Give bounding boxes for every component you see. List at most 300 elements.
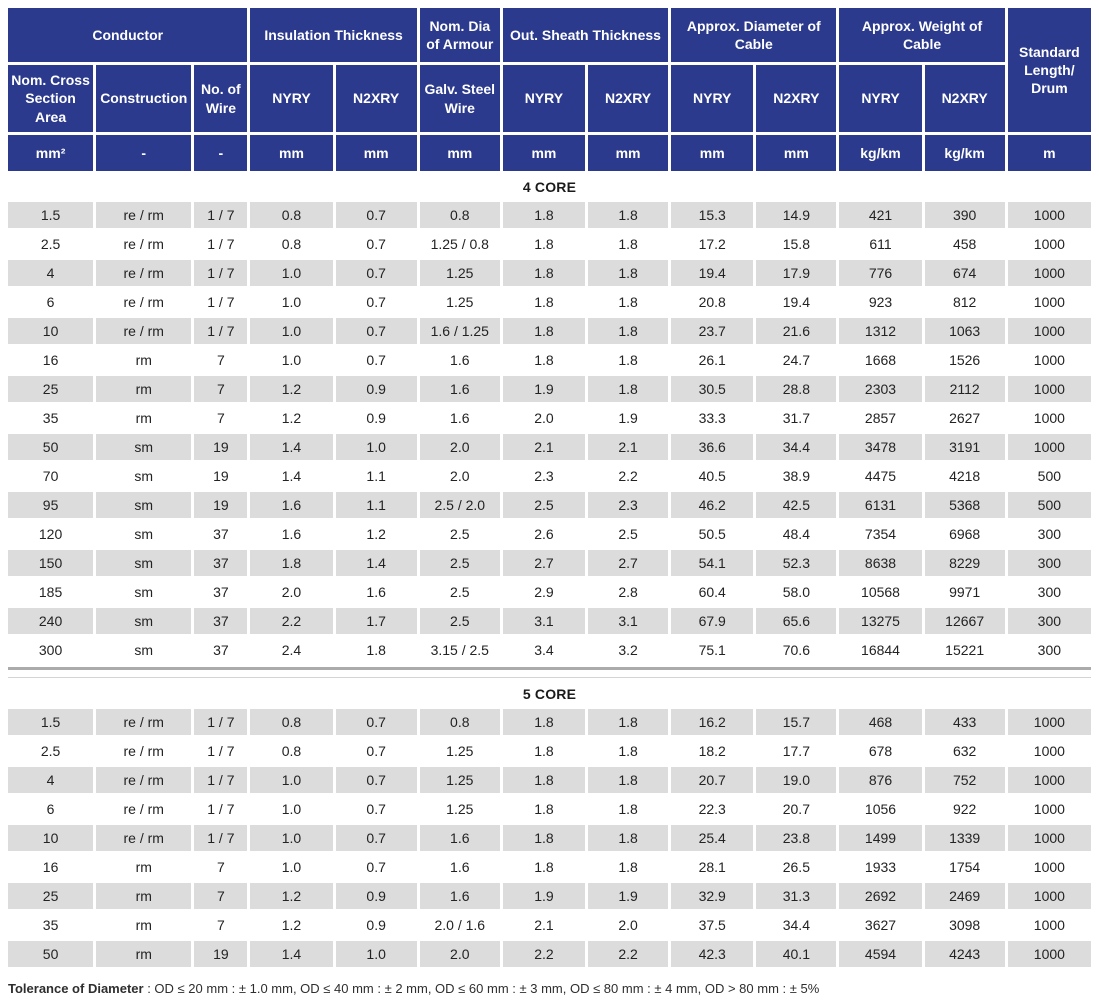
- section-divider: [8, 666, 1091, 678]
- cell: 1.6: [420, 405, 500, 431]
- header-group: Standard Length/ Drum: [1008, 8, 1091, 132]
- cell: rm: [96, 912, 191, 938]
- cell: 150: [8, 550, 93, 576]
- cell: 2.1: [588, 434, 668, 460]
- header-subcolumn: NYRY: [503, 65, 585, 132]
- cell: 1.9: [588, 883, 668, 909]
- table-row: [8, 912, 1091, 938]
- cell: 1.8: [503, 289, 585, 315]
- cell: 2.5 / 2.0: [420, 492, 500, 518]
- cell: 32.9: [671, 883, 753, 909]
- table-row: [8, 434, 1091, 460]
- cell: 2.5: [8, 738, 93, 764]
- cell: 1.6: [420, 347, 500, 373]
- cell: 300: [1008, 637, 1091, 663]
- cell: 1 / 7: [194, 289, 247, 315]
- cell: 0.7: [336, 202, 417, 228]
- cell: re / rm: [96, 709, 191, 735]
- cell: 1000: [1008, 347, 1091, 373]
- cell: 52.3: [756, 550, 836, 576]
- cell: 876: [839, 767, 921, 793]
- cell: 1.8: [503, 202, 585, 228]
- cell: 1000: [1008, 825, 1091, 851]
- cell: 1.6: [336, 579, 417, 605]
- cell: 1.8: [588, 796, 668, 822]
- cell: 12667: [925, 608, 1005, 634]
- cell: 1.9: [503, 376, 585, 402]
- cell: 776: [839, 260, 921, 286]
- cell: 8229: [925, 550, 1005, 576]
- cell: 35: [8, 912, 93, 938]
- cell: 0.7: [336, 318, 417, 344]
- cell: 1000: [1008, 202, 1091, 228]
- cell: 2857: [839, 405, 921, 431]
- header-unit: kg/km: [839, 135, 921, 171]
- cell: 300: [1008, 608, 1091, 634]
- cell: 2.2: [588, 463, 668, 489]
- cell: 2692: [839, 883, 921, 909]
- cell: 1000: [1008, 709, 1091, 735]
- header-subcolumn: N2XRY: [588, 65, 668, 132]
- cell: 10568: [839, 579, 921, 605]
- cell: 2.2: [503, 941, 585, 967]
- table-header: [8, 8, 1091, 171]
- cell: 2.5: [8, 231, 93, 257]
- cell: 2.0: [588, 912, 668, 938]
- table-row: [8, 376, 1091, 402]
- header-unit: -: [194, 135, 247, 171]
- cell: 0.7: [336, 796, 417, 822]
- header-subcolumn: Galv. Steel Wire: [420, 65, 500, 132]
- cell: 15221: [925, 637, 1005, 663]
- header-unit: mm: [588, 135, 668, 171]
- header-sub-row: [8, 65, 1091, 132]
- cell: 16: [8, 347, 93, 373]
- cell: 1.25: [420, 260, 500, 286]
- cell: 0.7: [336, 738, 417, 764]
- cell: 240: [8, 608, 93, 634]
- cell: 1.25 / 0.8: [420, 231, 500, 257]
- cell: 16: [8, 854, 93, 880]
- cell: sm: [96, 434, 191, 460]
- cell: 1.8: [588, 260, 668, 286]
- cell: 28.1: [671, 854, 753, 880]
- cell: 632: [925, 738, 1005, 764]
- header-subcolumn: NYRY: [671, 65, 753, 132]
- cell: 1000: [1008, 854, 1091, 880]
- table-row: [8, 289, 1091, 315]
- cell: 1000: [1008, 738, 1091, 764]
- table-row: [8, 260, 1091, 286]
- cell: 1 / 7: [194, 709, 247, 735]
- cell: 4218: [925, 463, 1005, 489]
- table-body: [8, 174, 1091, 967]
- cell: 19.4: [756, 289, 836, 315]
- cell: 2.5: [420, 608, 500, 634]
- cell: 33.3: [671, 405, 753, 431]
- cell: 1.0: [336, 434, 417, 460]
- cell: 1000: [1008, 318, 1091, 344]
- cell: re / rm: [96, 231, 191, 257]
- cell: 1.4: [250, 463, 332, 489]
- cell: 2.0: [250, 579, 332, 605]
- cell: 1000: [1008, 231, 1091, 257]
- cell: sm: [96, 521, 191, 547]
- header-subcolumn: Nom. Cross Section Area: [8, 65, 93, 132]
- cell: 6968: [925, 521, 1005, 547]
- table-row: [8, 767, 1091, 793]
- cell: 1000: [1008, 912, 1091, 938]
- cell: 1.0: [336, 941, 417, 967]
- cell: 1 / 7: [194, 318, 247, 344]
- cell: 20.8: [671, 289, 753, 315]
- cell: 2.5: [420, 579, 500, 605]
- cell: 19: [194, 463, 247, 489]
- cell: 2303: [839, 376, 921, 402]
- header-group: Out. Sheath Thickness: [503, 8, 668, 62]
- cell: 16.2: [671, 709, 753, 735]
- table-row: [8, 854, 1091, 880]
- cell: re / rm: [96, 825, 191, 851]
- cell: sm: [96, 463, 191, 489]
- cell: 300: [1008, 521, 1091, 547]
- header-units-row: [8, 135, 1091, 171]
- cell: 7: [194, 405, 247, 431]
- header-subcolumn: No. of Wire: [194, 65, 247, 132]
- cell: 421: [839, 202, 921, 228]
- cell: 21.6: [756, 318, 836, 344]
- cell: 13275: [839, 608, 921, 634]
- cell: 2.3: [588, 492, 668, 518]
- cell: 1.0: [250, 347, 332, 373]
- cell: 3.1: [503, 608, 585, 634]
- cell: re / rm: [96, 202, 191, 228]
- cell: 1063: [925, 318, 1005, 344]
- cell: 7: [194, 854, 247, 880]
- cell: 34.4: [756, 912, 836, 938]
- cell: 7354: [839, 521, 921, 547]
- cell: 0.8: [420, 709, 500, 735]
- cell: 10: [8, 318, 93, 344]
- cell: 3.1: [588, 608, 668, 634]
- tolerance-note-label: Tolerance of Diameter: [8, 981, 144, 996]
- cell: 1.0: [250, 260, 332, 286]
- header-unit: mm: [671, 135, 753, 171]
- cell: 2.3: [503, 463, 585, 489]
- cell: 1.6 / 1.25: [420, 318, 500, 344]
- cell: 1.8: [503, 796, 585, 822]
- cell: 65.6: [756, 608, 836, 634]
- cell: 1.8: [588, 767, 668, 793]
- cell: 2.0: [420, 463, 500, 489]
- cell: 3.2: [588, 637, 668, 663]
- cell: 7: [194, 912, 247, 938]
- cell: 1000: [1008, 434, 1091, 460]
- cell: 4243: [925, 941, 1005, 967]
- tolerance-note: [8, 981, 1094, 996]
- cell: 2.9: [503, 579, 585, 605]
- cell: 7: [194, 347, 247, 373]
- cell: 1.0: [250, 318, 332, 344]
- cell: 1.8: [503, 709, 585, 735]
- cell: 19.0: [756, 767, 836, 793]
- cell: 1.8: [588, 738, 668, 764]
- cell: 1.0: [250, 796, 332, 822]
- cell: 37: [194, 579, 247, 605]
- cell: 0.7: [336, 854, 417, 880]
- cell: 1.25: [420, 738, 500, 764]
- cell: 1.2: [250, 376, 332, 402]
- cell: 1.5: [8, 202, 93, 228]
- cell: 1.8: [503, 318, 585, 344]
- cell: 2.7: [503, 550, 585, 576]
- cell: 3.15 / 2.5: [420, 637, 500, 663]
- cell: 1.1: [336, 492, 417, 518]
- cell: 1 / 7: [194, 796, 247, 822]
- cell: rm: [96, 347, 191, 373]
- cell: 0.8: [420, 202, 500, 228]
- header-unit: kg/km: [925, 135, 1005, 171]
- cell: 26.5: [756, 854, 836, 880]
- cell: 1.6: [420, 825, 500, 851]
- cell: 3.4: [503, 637, 585, 663]
- cell: 37: [194, 521, 247, 547]
- cell: 1 / 7: [194, 260, 247, 286]
- cell: 4475: [839, 463, 921, 489]
- cell: 1.8: [503, 347, 585, 373]
- cable-spec-table: [5, 5, 1094, 970]
- cell: 1.25: [420, 796, 500, 822]
- header-subcolumn: NYRY: [250, 65, 332, 132]
- cell: 3478: [839, 434, 921, 460]
- cell: 15.8: [756, 231, 836, 257]
- cell: 1312: [839, 318, 921, 344]
- cell: 500: [1008, 492, 1091, 518]
- header-unit: mm²: [8, 135, 93, 171]
- cell: 42.5: [756, 492, 836, 518]
- cell: 0.9: [336, 405, 417, 431]
- cell: 7: [194, 376, 247, 402]
- cell: 3191: [925, 434, 1005, 460]
- cell: 300: [8, 637, 93, 663]
- cell: 1 / 7: [194, 767, 247, 793]
- header-group: Nom. Dia of Armour: [420, 8, 500, 62]
- cell: 1000: [1008, 767, 1091, 793]
- header-subcolumn: Construction: [96, 65, 191, 132]
- table-row: [8, 883, 1091, 909]
- cell: sm: [96, 579, 191, 605]
- header-group: Insulation Thickness: [250, 8, 416, 62]
- cell: sm: [96, 608, 191, 634]
- cell: 1000: [1008, 941, 1091, 967]
- cell: 2.2: [250, 608, 332, 634]
- table-row: [8, 405, 1091, 431]
- cell: 674: [925, 260, 1005, 286]
- header-unit: -: [96, 135, 191, 171]
- cell: 25: [8, 883, 93, 909]
- cell: 0.8: [250, 709, 332, 735]
- cell: 17.2: [671, 231, 753, 257]
- cell: 2.5: [588, 521, 668, 547]
- cell: 922: [925, 796, 1005, 822]
- cell: 40.5: [671, 463, 753, 489]
- cell: 22.3: [671, 796, 753, 822]
- cell: re / rm: [96, 318, 191, 344]
- cell: 19.4: [671, 260, 753, 286]
- cell: 1.1: [336, 463, 417, 489]
- cell: re / rm: [96, 767, 191, 793]
- table-row: [8, 738, 1091, 764]
- cell: 5368: [925, 492, 1005, 518]
- cell: sm: [96, 492, 191, 518]
- header-group: Approx. Diameter of Cable: [671, 8, 836, 62]
- cell: 1.25: [420, 289, 500, 315]
- header-unit: mm: [250, 135, 332, 171]
- cell: 1.5: [8, 709, 93, 735]
- cell: 1.8: [588, 854, 668, 880]
- cell: 6: [8, 796, 93, 822]
- table-row: [8, 637, 1091, 663]
- cell: 1.8: [588, 202, 668, 228]
- cell: 2.0: [420, 434, 500, 460]
- cell: 0.7: [336, 347, 417, 373]
- cell: 1.8: [250, 550, 332, 576]
- cell: 1.6: [250, 492, 332, 518]
- header-subcolumn: N2XRY: [336, 65, 417, 132]
- cell: rm: [96, 376, 191, 402]
- cell: 1000: [1008, 883, 1091, 909]
- table-row: [8, 347, 1091, 373]
- cell: 468: [839, 709, 921, 735]
- cell: 1 / 7: [194, 738, 247, 764]
- cell: 42.3: [671, 941, 753, 967]
- cell: 2.0 / 1.6: [420, 912, 500, 938]
- cell: 1000: [1008, 796, 1091, 822]
- cell: 300: [1008, 579, 1091, 605]
- cell: 2.5: [420, 550, 500, 576]
- table-row: [8, 608, 1091, 634]
- cell: 1 / 7: [194, 825, 247, 851]
- cell: 18.2: [671, 738, 753, 764]
- cell: 0.7: [336, 231, 417, 257]
- cell: 2.2: [588, 941, 668, 967]
- cell: 752: [925, 767, 1005, 793]
- cell: 0.8: [250, 231, 332, 257]
- cell: rm: [96, 854, 191, 880]
- cell: 26.1: [671, 347, 753, 373]
- cell: 46.2: [671, 492, 753, 518]
- cell: 0.8: [250, 202, 332, 228]
- cell: 70: [8, 463, 93, 489]
- cell: 4: [8, 767, 93, 793]
- cell: 6: [8, 289, 93, 315]
- cell: 37: [194, 550, 247, 576]
- cell: 15.7: [756, 709, 836, 735]
- cell: 1.8: [588, 289, 668, 315]
- cell: 48.4: [756, 521, 836, 547]
- cell: 54.1: [671, 550, 753, 576]
- header-unit: mm: [420, 135, 500, 171]
- cell: 0.9: [336, 912, 417, 938]
- cell: 1.8: [503, 231, 585, 257]
- cell: 2.1: [503, 434, 585, 460]
- cell: 3627: [839, 912, 921, 938]
- cell: 14.9: [756, 202, 836, 228]
- cell: 1000: [1008, 289, 1091, 315]
- table-row: [8, 709, 1091, 735]
- cell: 37: [194, 637, 247, 663]
- section-title-row: [8, 681, 1091, 706]
- cell: 35: [8, 405, 93, 431]
- cell: rm: [96, 883, 191, 909]
- cell: 1.8: [503, 738, 585, 764]
- cell: rm: [96, 941, 191, 967]
- header-subcolumn: N2XRY: [756, 65, 836, 132]
- cell: 0.7: [336, 709, 417, 735]
- cell: 1.0: [250, 767, 332, 793]
- cell: 17.7: [756, 738, 836, 764]
- cell: 36.6: [671, 434, 753, 460]
- cell: 812: [925, 289, 1005, 315]
- cell: 1.8: [588, 709, 668, 735]
- section-divider-cell: [8, 666, 1091, 678]
- cell: 678: [839, 738, 921, 764]
- cell: 1.2: [250, 883, 332, 909]
- cell: 390: [925, 202, 1005, 228]
- header-unit: mm: [503, 135, 585, 171]
- cell: 1.8: [588, 825, 668, 851]
- cell: sm: [96, 637, 191, 663]
- cell: 0.8: [250, 738, 332, 764]
- cell: 1.8: [503, 854, 585, 880]
- cell: 2.1: [503, 912, 585, 938]
- cell: 120: [8, 521, 93, 547]
- cell: 4594: [839, 941, 921, 967]
- table-row: [8, 941, 1091, 967]
- cell: 31.3: [756, 883, 836, 909]
- header-subcolumn: N2XRY: [925, 65, 1005, 132]
- cell: 38.9: [756, 463, 836, 489]
- cell: 7: [194, 883, 247, 909]
- cell: 611: [839, 231, 921, 257]
- cell: 2.8: [588, 579, 668, 605]
- cell: 67.9: [671, 608, 753, 634]
- cell: 2.7: [588, 550, 668, 576]
- cell: 0.7: [336, 289, 417, 315]
- cell: 1.9: [503, 883, 585, 909]
- cell: sm: [96, 550, 191, 576]
- cell: 1 / 7: [194, 202, 247, 228]
- cell: 1.6: [420, 376, 500, 402]
- cell: 1668: [839, 347, 921, 373]
- cell: 9971: [925, 579, 1005, 605]
- header-subcolumn: NYRY: [839, 65, 921, 132]
- cell: 0.7: [336, 260, 417, 286]
- cell: 1.8: [503, 825, 585, 851]
- cell: 3098: [925, 912, 1005, 938]
- cell: 20.7: [756, 796, 836, 822]
- cell: 20.7: [671, 767, 753, 793]
- cell: 1.2: [250, 405, 332, 431]
- cell: 75.1: [671, 637, 753, 663]
- header-group-row: [8, 8, 1091, 62]
- cell: 15.3: [671, 202, 753, 228]
- cell: 17.9: [756, 260, 836, 286]
- cell: 1526: [925, 347, 1005, 373]
- cell: 70.6: [756, 637, 836, 663]
- cell: 2.0: [503, 405, 585, 431]
- cell: 433: [925, 709, 1005, 735]
